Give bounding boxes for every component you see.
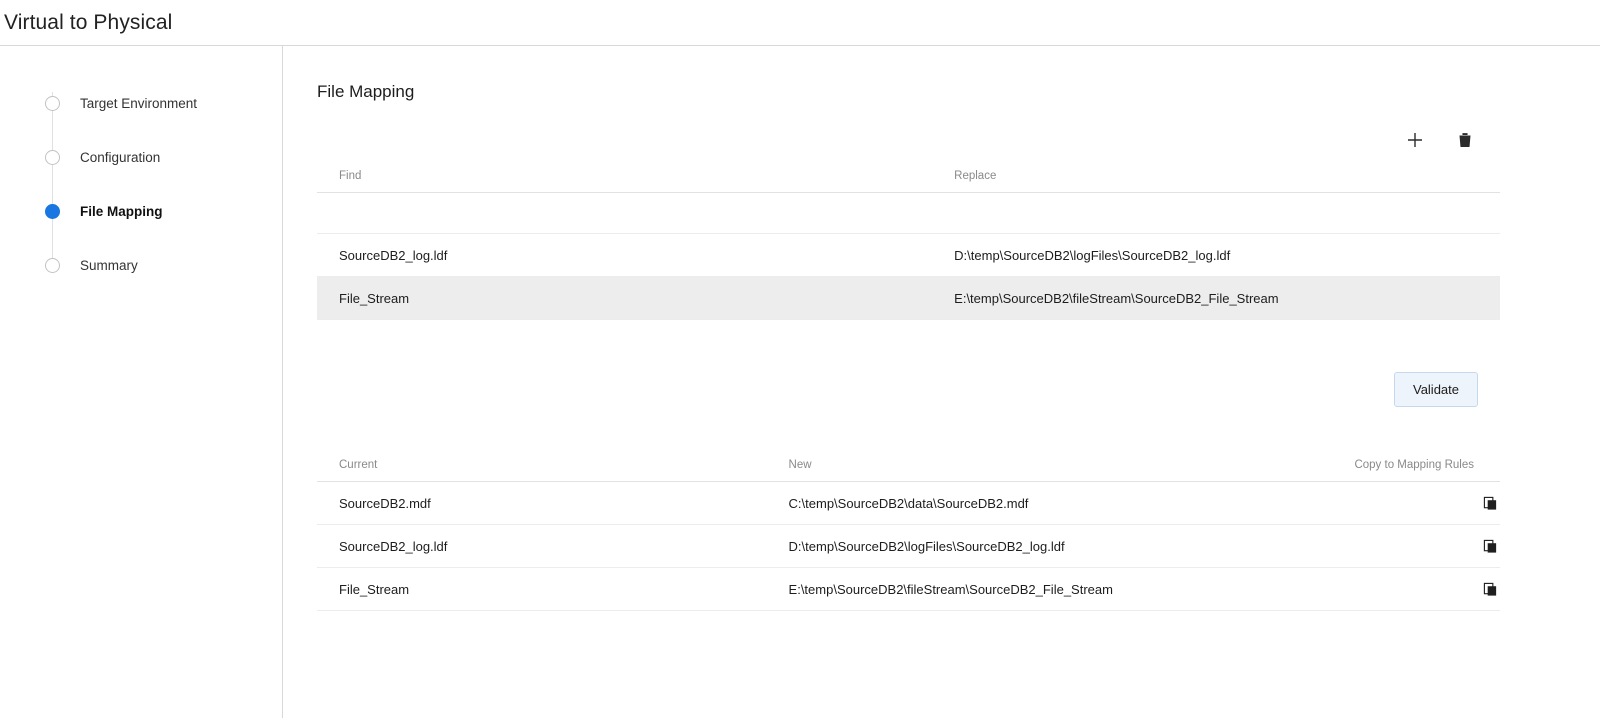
copy-icon[interactable] xyxy=(1480,579,1500,599)
cell-current: SourceDB2.mdf xyxy=(317,482,767,525)
step-dot-icon xyxy=(45,150,60,165)
table-header-row xyxy=(317,453,1500,482)
cell-current: File_Stream xyxy=(317,568,767,611)
cell-new: E:\temp\SourceDB2\fileStream\SourceDB2_File_Stream xyxy=(767,568,1299,611)
cell-copy-action xyxy=(1299,482,1500,525)
copy-icon[interactable] xyxy=(1480,493,1500,513)
validate-row xyxy=(317,320,1500,407)
delete-rule-button[interactable] xyxy=(1452,127,1478,153)
table-row[interactable] xyxy=(317,277,1500,320)
main-panel xyxy=(283,46,1600,718)
sidebar-item-label: File Mapping xyxy=(80,203,163,219)
cell-replace: E:\temp\SourceDB2\fileStream\SourceDB2_File_Stream xyxy=(932,277,1500,320)
validate-button[interactable]: Validate xyxy=(1394,372,1478,407)
cell-copy-action xyxy=(1299,568,1500,611)
sidebar-item-summary[interactable] xyxy=(45,238,282,292)
copy-icon[interactable] xyxy=(1480,536,1500,556)
column-header-current: Current xyxy=(317,453,767,482)
table-row[interactable] xyxy=(317,193,1500,234)
cell-copy-action xyxy=(1299,525,1500,568)
window-header xyxy=(0,0,1600,46)
column-header-copy-to-mapping-rules: Copy to Mapping Rules xyxy=(1299,453,1500,482)
step-dot-icon xyxy=(45,204,60,219)
add-rule-button[interactable] xyxy=(1402,127,1428,153)
cell-new: C:\temp\SourceDB2\data\SourceDB2.mdf xyxy=(767,482,1299,525)
section-title: File Mapping xyxy=(317,82,415,101)
mapping-toolbar xyxy=(317,124,1500,156)
table-row[interactable] xyxy=(317,234,1500,277)
step-list xyxy=(0,76,282,292)
sidebar-item-label: Summary xyxy=(80,257,138,273)
file-results-table xyxy=(317,453,1500,611)
mapping-rules-table xyxy=(317,164,1500,320)
column-header-new: New xyxy=(767,453,1299,482)
trash-icon xyxy=(1456,131,1474,149)
wizard-sidebar xyxy=(0,46,283,718)
table-row[interactable] xyxy=(317,482,1500,525)
step-dot-icon xyxy=(45,96,60,111)
cell-current: SourceDB2_log.ldf xyxy=(317,525,767,568)
page-title: Virtual to Physical xyxy=(4,10,173,34)
column-header-replace: Replace xyxy=(932,164,1500,193)
column-header-find: Find xyxy=(317,164,932,193)
plus-icon xyxy=(1405,130,1425,150)
step-dot-icon xyxy=(45,258,60,273)
cell-find xyxy=(317,193,932,234)
sidebar-item-label: Configuration xyxy=(80,149,161,165)
table-row[interactable] xyxy=(317,568,1500,611)
sidebar-item-file-mapping[interactable] xyxy=(45,184,282,238)
cell-find: File_Stream xyxy=(317,277,932,320)
cell-new: D:\temp\SourceDB2\logFiles\SourceDB2_log.ldf xyxy=(767,525,1299,568)
step-connector-line xyxy=(52,92,53,260)
cell-find: SourceDB2_log.ldf xyxy=(317,234,932,277)
sidebar-item-configuration[interactable] xyxy=(45,130,282,184)
sidebar-item-target-environment[interactable] xyxy=(45,76,282,130)
cell-replace: D:\temp\SourceDB2\logFiles\SourceDB2_log.ldf xyxy=(932,234,1500,277)
body xyxy=(0,46,1600,718)
table-header-row xyxy=(317,164,1500,193)
table-row[interactable] xyxy=(317,525,1500,568)
sidebar-item-label: Target Environment xyxy=(80,95,198,111)
cell-replace xyxy=(932,193,1500,234)
